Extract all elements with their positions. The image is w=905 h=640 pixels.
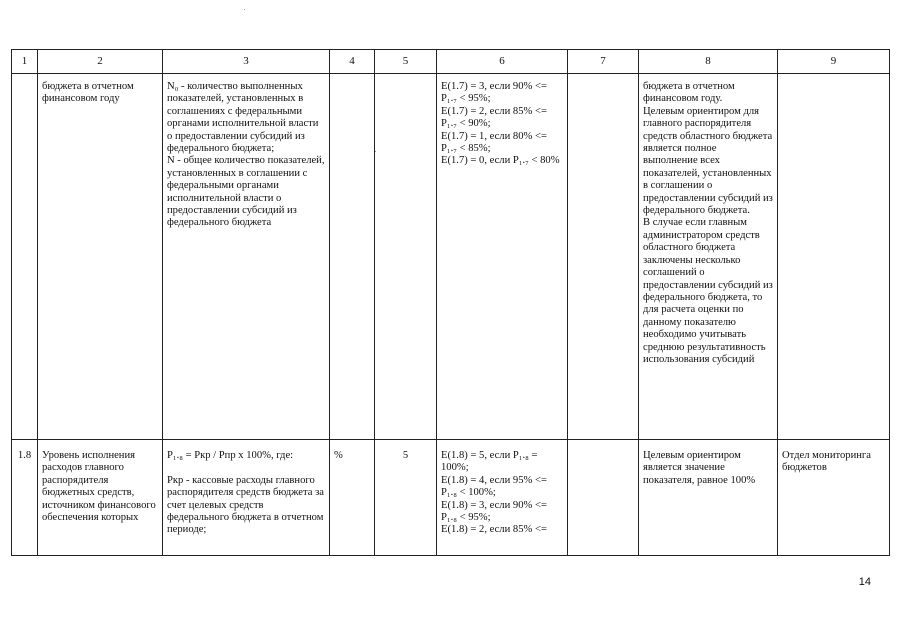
empty-cell bbox=[568, 440, 639, 556]
target-cell: Целевым ориентиром является значение показателя, равное 100% bbox=[639, 440, 778, 556]
header-cell: 4 bbox=[330, 50, 375, 74]
scan-speck bbox=[375, 151, 376, 152]
responsible-cell bbox=[778, 74, 890, 440]
row-number-cell: 1.8 bbox=[12, 440, 38, 556]
formula-cell: P₁.₈ = Ркр / Рпр x 100%, где: Ркр - кассовые расходы главного распорядителя средств бюджета за счет целевых средств федерального бюджета в отчетном периоде; bbox=[163, 440, 330, 556]
indicator-name-cell: Уровень исполнения расходов главного распорядителя бюджетных средств, источником финансового обеспечения которых bbox=[38, 440, 163, 556]
unit-cell: % bbox=[330, 440, 375, 556]
scan-speck bbox=[244, 9, 245, 10]
table-row bbox=[12, 74, 890, 440]
table-row bbox=[12, 440, 890, 556]
header-cell: 3 bbox=[163, 50, 330, 74]
empty-cell bbox=[568, 74, 639, 440]
header-cell: 6 bbox=[437, 50, 568, 74]
scoring-cell: E(1.7) = 3, если 90% <= P₁.₇ < 95%; E(1.7) = 2, если 85% <= P₁.₇ < 90%; E(1.7) = 1, если 80% <= P₁.₇ < 85%; E(1.7) = 0, если P₁.₇ < 80% bbox=[437, 74, 568, 440]
page-number: 14 bbox=[858, 576, 871, 588]
header-cell: 8 bbox=[639, 50, 778, 74]
unit-cell bbox=[330, 74, 375, 440]
header-cell: 9 bbox=[778, 50, 890, 74]
indicator-table bbox=[11, 49, 890, 556]
indicator-name-cell: бюджета в отчетном финансовом году bbox=[38, 74, 163, 440]
weight-cell bbox=[375, 74, 437, 440]
header-cell: 2 bbox=[38, 50, 163, 74]
row-number-cell bbox=[12, 74, 38, 440]
scoring-cell: E(1.8) = 5, если P₁.₈ = 100%; E(1.8) = 4, если 95% <= P₁.₈ < 100%; E(1.8) = 3, если 90% <= P₁.₈ < 95%; E(1.8) = 2, если 85% <= bbox=[437, 440, 568, 556]
formula-cell: N₀ - количество выполненных показателей, установленных в соглашениях с федеральными органами исполнительной власти о предоставлении субсидий из федерального бюджета; N - общее количество показателей, установленных в соглашении с федеральными органами исполнительной власти о предоставлении субсидий из федерального бюджета bbox=[163, 74, 330, 440]
responsible-cell: Отдел мониторинга бюджетов bbox=[778, 440, 890, 556]
header-cell: 7 bbox=[568, 50, 639, 74]
target-cell: бюджета в отчетном финансовом году. Целевым ориентиром для главного распорядителя средств областного бюджета является полное выполнение всех показателей, установленных в соглашении о предоставлении субсидий из федерального бюджета. В случае если главным администратором средств областного бюджета заключены несколько соглашений о предоставлении субсидий из федерального бюджета, то для расчета оценки по данному показателю необходимо учитывать среднюю результативность использования субсидий bbox=[639, 74, 778, 440]
header-cell: 1 bbox=[12, 50, 38, 74]
table-header-row bbox=[12, 50, 890, 74]
weight-cell: 5 bbox=[375, 440, 437, 556]
header-cell: 5 bbox=[375, 50, 437, 74]
